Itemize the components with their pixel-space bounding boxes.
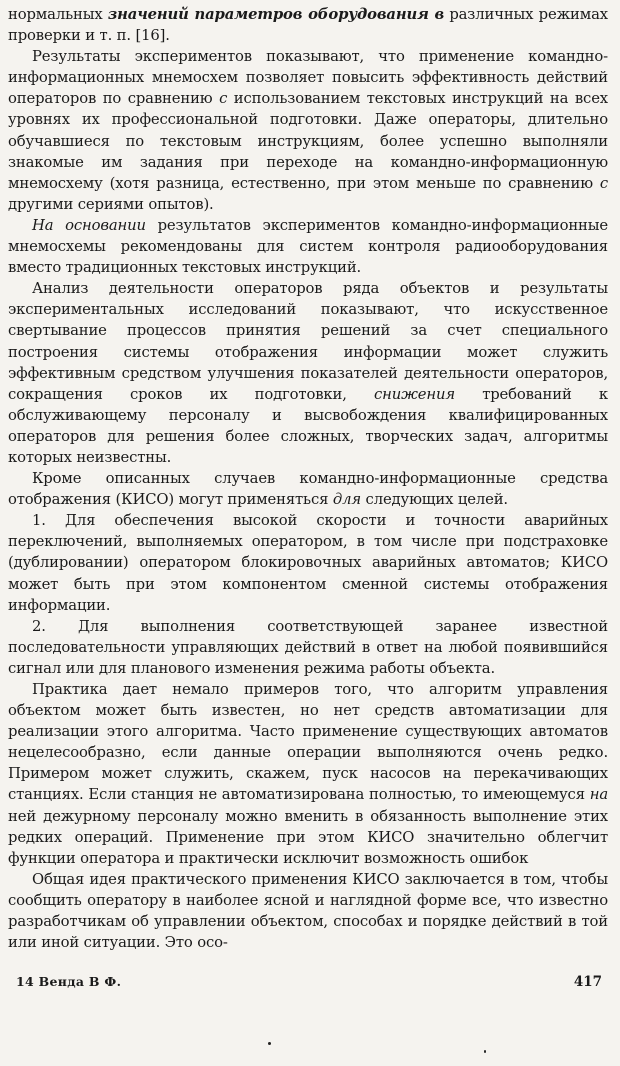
text-run: использованием текстовых инструкций на всех уровнях их профессиональной подготовки. Даже операторы, длительно обучавшиеся по текстовым инструкциям, более успешно выполняли знакомые им задания при переходе на командно-информационную мнемосхему (хотя разница, естественно, при этом меньше по сравнению [8,90,608,192]
text-run: Результаты экспериментов показывают, что применение командно-информационных мнемосхем позволяет повысить эффективность действий операторов по сравнению [8,48,608,108]
text-run: 1. Для обеспечения высокой скорости и точности аварийных переключений, выполняемых оператором, в том числе при подстраховке (дублировании) оператором блокировочных аварийных автоматов; КИСО может быть при этом компонентом сменной системы отображения информации. [8,512,608,614]
print-speck [268,1042,271,1045]
text-run: ней дежурному персоналу можно вменить в обязанность выполнение этих редких операций. Применение при этом КИСО значительно облегчит функции оператора и практически исключит возможность ошибок [8,807,608,867]
paragraph [8,215,608,278]
print-speck [484,1050,486,1053]
paragraph [8,468,608,510]
text-run: другими сериями опытов). [8,195,214,213]
text-run: значений параметров оборудования в [107,6,445,23]
text-run: для [332,491,361,509]
text-run: с [599,174,608,192]
text-run: Общая идея практического применения КИСО заключается в том, чтобы сообщить оператору в наиболее ясной и наглядной форме все, что известно разработчикам об управлении объектом, способах и порядке действий в той или иной ситуации. Это осо- [8,870,608,952]
text-body [8,4,608,953]
text-run: Практика дает немало примеров того, что алгоритм управления объектом может быть известен, но нет средств автоматизации для реализации этого алгоритма. Часто применение существующих автоматов нецелесообразно, если данные операции выполняются очень редко. Примером может служить, скажем, пуск насосов на перекачивающих станциях. Если станция не автоматизирована полностью, то имеющемуся [8,681,608,804]
page-footer [16,974,602,998]
paragraph [8,616,608,679]
page-number: 417 [573,974,602,990]
text-run: Кроме описанных случаев командно-информационные средства отображения (КИСО) могут применяться [8,470,608,509]
paragraph [8,46,608,215]
text-run: На основании [32,216,146,234]
text-run: снижения [373,385,455,403]
text-run: следующих целей. [361,491,508,509]
text-run: нормальных [8,6,108,23]
paragraph [8,679,608,869]
text-run: на [589,786,608,804]
paragraph [8,510,608,615]
text-run: Анализ деятельности операторов ряда объектов и результаты экспериментальных исследований показывают, что искусственное свертывание процессов принятия решений за счет специального построения системы отображения информации может служить эффективным средством улучшения показателей деятельности операторов, сокращения сроков их подготовки, [8,280,608,403]
paragraph [8,278,608,468]
paragraph [8,869,608,953]
paragraph [8,4,608,46]
text-run: 2. Для выполнения соответствующей заранее известной последовательности управляющих действий в ответ на любой появившийся сигнал или для планового изменения режима работы объекта. [8,617,608,677]
text-run: различных режимах проверки и т. п. [16]. [8,6,608,45]
text-run: результатов экспериментов командно-информационные мнемосхемы рекомендованы для систем контроля радиооборудования вместо традиционных текстовых инструкций. [8,216,608,277]
text-run: с [219,90,228,108]
signature-mark: 14 Венда В Ф. [16,974,122,989]
text-run: требований к обслуживающему персоналу и высвобождения квалифицированных операторов для решения более сложных, творческих задач, алгоритмы которых неизвестны. [8,385,608,466]
